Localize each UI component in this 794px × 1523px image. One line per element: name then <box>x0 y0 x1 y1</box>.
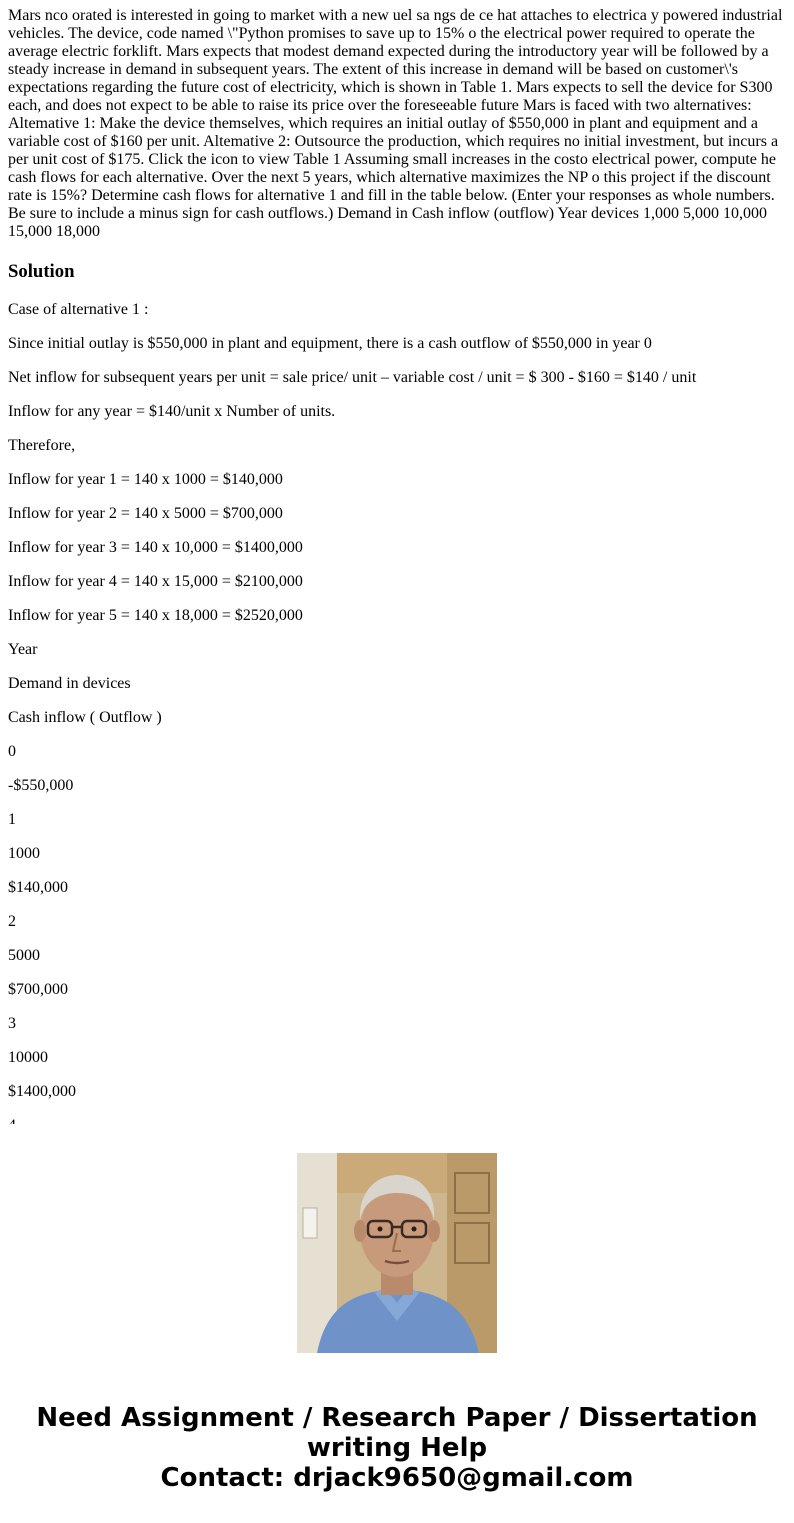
solution-paragraph: Inflow for year 2 = 140 x 5000 = $700,000 <box>8 505 283 522</box>
table-cell: 1 <box>8 811 16 828</box>
table-cell: $700,000 <box>8 981 68 998</box>
table-header-year: Year <box>8 641 38 658</box>
solution-paragraph: Therefore, <box>8 437 76 454</box>
table-cell: 5000 <box>8 947 40 964</box>
solution-paragraph: Inflow for year 3 = 140 x 10,000 = $1400,000 <box>8 539 303 556</box>
table-header-cash-flow: Cash inflow ( Outflow ) <box>8 709 162 726</box>
table-cell: -$550,000 <box>8 777 74 794</box>
question-text: Mars nco orated is interested in going to market with a new uel sa ngs de ce hat attaches to electrica y powered industrial vehicles. The device, code named \"Python promises to save up to 15% o the electrical power required to operate the average electric forklift. Mars expects that modest demand expected during the introductory year will be followed by a steady increase in demand in subsequent years. The extent of this increase in demand will be based on customer\'s expectations regarding the future cost of electricity, which is shown in Table 1. Mars expects to sell the device for S300 each, and does not expect to be able to raise its price over the foreseeable future Mars is faced with two alternatives: Altemative 1: Make the device themselves, which requires an initial outlay of $550,000 in plant and equipment and a variable cost of $160 per unit. Altemative 2: Outsource the production, which requires no initial investment, but incurs a per unit cost of $175. Click the icon to view Table 1 Assuming small increases in the costo electrical power, compute he cash flows for each alternative. Over the next 5 years, which alternative maximizes the NP o this project if the discount rate is 15%? Determine cash flows for alternative 1 and fill in the table below. (Enter your responses as whole numbers. Be sure to include a minus sign for cash outflows.) Demand in Cash inflow (outflow) Year devices 1,000 5,000 10,000 15,000 18,000 <box>8 7 783 240</box>
solution-paragraph: Inflow for year 4 = 140 x 15,000 = $2100,000 <box>8 573 303 590</box>
table-cell: 10000 <box>8 1049 48 1066</box>
person-portrait-icon <box>297 1153 497 1353</box>
table-header-demand: Demand in devices <box>8 675 131 692</box>
promo-line-2: writing Help <box>306 1433 488 1463</box>
solution-paragraph: Net inflow for subsequent years per unit = sale price/ unit – variable cost / unit = $ 300 - $160 = $140 / unit <box>8 369 697 386</box>
solution-paragraph: Inflow for year 5 = 140 x 18,000 = $2520,000 <box>8 607 303 624</box>
promo-contact: Contact: drjack9650@gmail.com <box>160 1463 634 1493</box>
solution-paragraph: Inflow for any year = $140/unit x Number of units. <box>8 403 336 420</box>
solution-heading: Solution <box>8 261 75 282</box>
table-cell: 3 <box>8 1015 16 1032</box>
table-cell: $1400,000 <box>8 1083 76 1100</box>
promo-line-1: Need Assignment / Research Paper / Dissertation <box>36 1403 758 1433</box>
solution-paragraph: Inflow for year 1 = 140 x 1000 = $140,000 <box>8 471 283 488</box>
table-cell: 2 <box>8 913 16 930</box>
solution-paragraph: Since initial outlay is $550,000 in plant and equipment, there is a cash outflow of $550,000 in year 0 <box>8 335 652 352</box>
promo-banner <box>0 1124 794 1523</box>
table-cell: 1000 <box>8 845 40 862</box>
table-cell: 0 <box>8 743 16 760</box>
solution-paragraph: Case of alternative 1 : <box>8 301 149 318</box>
document-content <box>8 0 786 1124</box>
promo-text <box>0 1403 794 1493</box>
table-cell: $140,000 <box>8 879 68 896</box>
